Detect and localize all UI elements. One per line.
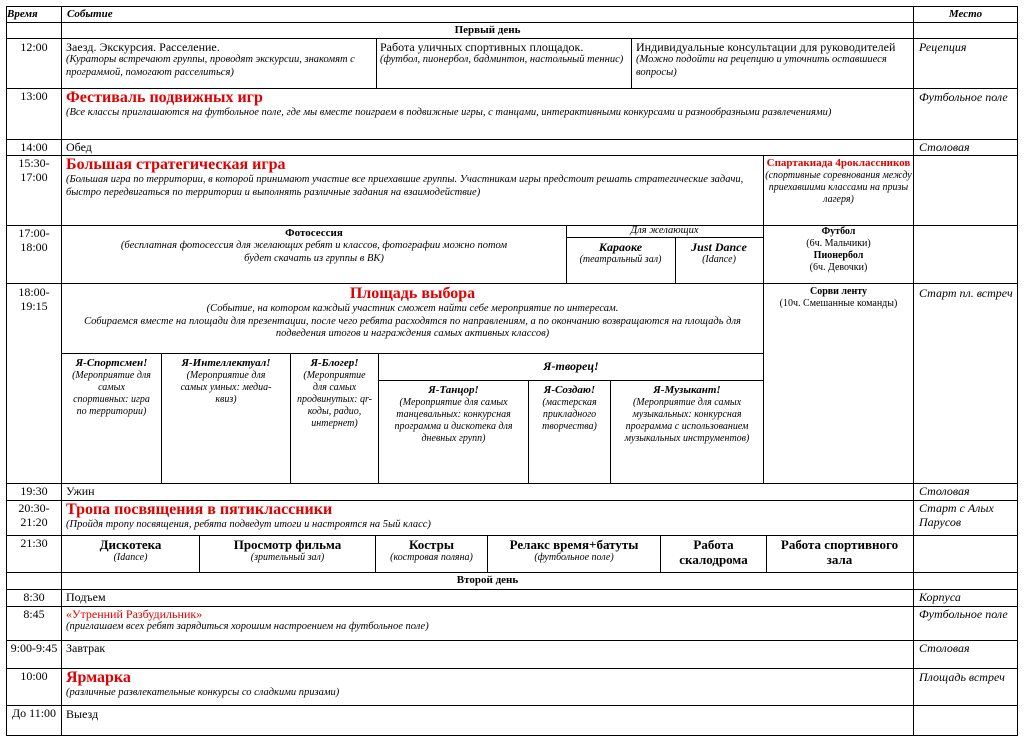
time-21-30: 21:30 bbox=[20, 536, 48, 550]
sport-grounds-desc: (футбол, пионербол, бадминтон, настольный теннис) bbox=[380, 54, 624, 65]
dinner-title: Ужин bbox=[66, 484, 95, 498]
optional-label: Для желающих bbox=[630, 225, 699, 236]
relax-title: Релакс время+батуты bbox=[509, 537, 639, 552]
place-13-00: Футбольное поле bbox=[919, 90, 1008, 104]
place-18-00: Старт пл. встреч bbox=[919, 286, 1013, 300]
ribbon-cell bbox=[765, 286, 912, 310]
creator-title: Я-творец! bbox=[543, 359, 599, 373]
football-cell bbox=[765, 226, 912, 274]
photosession-title: Фотосессия bbox=[285, 227, 343, 239]
sportsman-cell bbox=[62, 357, 161, 418]
choice-square-cell bbox=[64, 285, 761, 341]
just-dance-title: Just Dance bbox=[691, 240, 747, 254]
pioneerball-desc: (6ч. Девочки) bbox=[809, 262, 868, 273]
musician-desc: (Мероприятие для самых музыкальных: конкурсная программа с использованием музыкальных инструментов) bbox=[624, 397, 750, 444]
time-8-30: 8:30 bbox=[23, 590, 45, 604]
header-event: Событие bbox=[67, 8, 113, 20]
day2-heading: Второй день bbox=[456, 574, 519, 586]
spartakiad-desc: (спортивные соревнования между приехавшими классами на призы лагеря) bbox=[765, 170, 912, 205]
time-8-45: 8:45 bbox=[23, 607, 45, 621]
breakfast-title: Завтрак bbox=[66, 641, 106, 655]
bonfire-desc: (костровая поляна) bbox=[390, 552, 473, 563]
place-20-30: Старт с Алых Парусов bbox=[919, 501, 994, 529]
header-time: Время bbox=[7, 8, 38, 20]
time-19-30: 19:30 bbox=[20, 484, 48, 498]
movie-title: Просмотр фильма bbox=[233, 537, 342, 552]
arrival-title: Заезд. Экскурсия. Расселение. bbox=[66, 40, 220, 54]
header-place: Место bbox=[948, 8, 983, 20]
photosession-desc: (бесплатная фотосессия для желающих ребят и классов, фотографии можно потом будет скачать из группы в ВК) bbox=[120, 240, 508, 264]
dancer-title: Я-Танцор! bbox=[428, 384, 479, 396]
time-13-00: 13:00 bbox=[20, 89, 48, 103]
initiation-desc: (Пройдя тропу посвящения, ребята подведут итоги и настроятся на 5ый класс) bbox=[66, 519, 431, 530]
initiation-cell bbox=[66, 501, 910, 532]
time-11-00: До 11:00 bbox=[11, 706, 57, 720]
time-15-30: 15:30-17:00 bbox=[18, 156, 50, 184]
sportsman-desc: (Мероприятие для самых спортивных: игра по территории) bbox=[72, 370, 151, 417]
strategy-game-desc: (Большая игра по территории, в которой принимают участие все приехавшие группы. Участникам игры предстоит решать стратегические задачи, быстро передвигаться по территории и выполнять различные задания на взаимодействие) bbox=[66, 174, 744, 198]
consult-desc: (Можно подойти на рецепцию и уточнить оставшиеся вопросы) bbox=[636, 54, 887, 78]
games-festival-cell bbox=[66, 89, 910, 120]
climbing-title: Работа скалодрома bbox=[679, 537, 748, 567]
spartakiad-cell bbox=[765, 157, 912, 206]
strategy-game-title: Большая стратегическая игра bbox=[66, 156, 286, 173]
fair-cell bbox=[66, 669, 910, 700]
choice-square-desc2: Собираемся вместе на площади для презентации, после чего ребята расходятся по направлениям, а по окончанию возвращаются на площадь для подведения итогов и награждения самых активных классов) bbox=[84, 315, 741, 339]
blogger-cell bbox=[291, 357, 378, 430]
karaoke-desc: (театральный зал) bbox=[579, 254, 662, 265]
bonfire-cell bbox=[376, 537, 487, 564]
ribbon-desc: (10ч. Смешанные команды) bbox=[779, 298, 898, 309]
wakeup-title: Подъем bbox=[66, 590, 106, 604]
sport-grounds-cell bbox=[380, 40, 628, 67]
time-12-00: 12:00 bbox=[20, 40, 48, 54]
gym-title: Работа спортивного зала bbox=[780, 537, 899, 567]
just-dance-cell bbox=[676, 240, 762, 266]
fair-title: Ярмарка bbox=[66, 669, 131, 686]
just-dance-desc: (Idance) bbox=[702, 254, 736, 265]
disco-title: Дискотека bbox=[99, 537, 162, 552]
musician-cell bbox=[611, 384, 763, 445]
bonfire-title: Костры bbox=[409, 537, 454, 552]
time-10-00: 10:00 bbox=[20, 669, 48, 683]
relax-cell bbox=[488, 537, 660, 564]
ribbon-title: Сорви ленту bbox=[809, 286, 868, 297]
time-14-00: 14:00 bbox=[20, 140, 48, 154]
choice-square-title: Площадь выбора bbox=[349, 285, 476, 302]
place-9-00: Столовая bbox=[919, 641, 970, 655]
movie-desc: (зрительный зал) bbox=[250, 552, 325, 563]
intellectual-title: Я-Интеллектуал! bbox=[181, 357, 271, 369]
time-17-00: 17:00-18:00 bbox=[18, 226, 50, 254]
choice-square-desc1: (Событие, на котором каждый участник сможет найти себе мероприятие по интересам. bbox=[206, 303, 619, 314]
blogger-title: Я-Блогер! bbox=[310, 357, 359, 369]
time-18-00: 18:00-19:15 bbox=[18, 285, 50, 313]
karaoke-title: Караоке bbox=[598, 240, 643, 254]
arrival-cell bbox=[66, 40, 372, 79]
time-20-30: 20:30-21:20 bbox=[18, 501, 50, 529]
place-8-45: Футбольное поле bbox=[919, 607, 1008, 621]
time-9-00: 9:00-9:45 bbox=[10, 641, 58, 655]
consult-title: Индивидуальные консультации для руководителей bbox=[636, 40, 896, 54]
place-8-30: Корпуса bbox=[919, 590, 961, 604]
morning-cell bbox=[66, 607, 910, 634]
dancer-desc: (Мероприятие для самых танцевальных: конкурсная программа и дискотека для дневных групп) bbox=[394, 397, 513, 444]
games-festival-desc: (Все классы приглашаются на футбольное поле, где мы вместе поиграем в подвижные игры, с танцами, интерактивными конкурсами и разнообразными развлечениями) bbox=[66, 107, 832, 118]
place-10-00: Площадь встреч bbox=[919, 670, 1005, 684]
sport-grounds-title: Работа уличных спортивных площадок. bbox=[380, 40, 584, 54]
photosession-cell bbox=[64, 227, 564, 265]
disco-cell bbox=[62, 537, 199, 564]
sportsman-title: Я-Спортсмен! bbox=[75, 357, 148, 369]
day1-heading: Первый день bbox=[454, 24, 521, 36]
consult-cell bbox=[636, 40, 910, 79]
maker-desc: (мастерская прикладного творчества) bbox=[542, 397, 597, 432]
morning-desc: (приглашаем всех ребят зарядиться хорошим настроением на футбольное поле) bbox=[66, 621, 429, 632]
musician-title: Я-Музыкант! bbox=[653, 384, 721, 396]
movie-cell bbox=[200, 537, 375, 564]
disco-desc: (Idance) bbox=[113, 552, 148, 563]
fair-desc: (различные развлекательные конкурсы со сладкими призами) bbox=[66, 687, 340, 698]
maker-title: Я-Создаю! bbox=[543, 384, 596, 396]
place-19-30: Столовая bbox=[919, 484, 970, 498]
place-14-00: Столовая bbox=[919, 140, 970, 154]
departure-title: Выезд bbox=[66, 707, 99, 721]
intellectual-cell bbox=[162, 357, 290, 406]
strategy-game-cell bbox=[66, 156, 760, 199]
blogger-desc: (Мероприятие для самых продвинутых: qr-коды, радио, интернет) bbox=[297, 370, 372, 429]
maker-cell bbox=[529, 384, 610, 433]
pioneerball-title: Пионербол bbox=[813, 250, 864, 261]
intellectual-desc: (Мероприятие для самых умных: медиа-квиз) bbox=[180, 370, 272, 405]
dancer-cell bbox=[379, 384, 528, 445]
karaoke-cell bbox=[567, 240, 674, 266]
relax-desc: (футбольное поле) bbox=[534, 552, 614, 563]
spartakiad-title: Спартакиада 4роклассников bbox=[766, 157, 911, 169]
place-12-00: Рецепция bbox=[919, 40, 967, 54]
arrival-desc: (Кураторы встречают группы, проводят экскурсии, знакомят с программой, помогают расселиться) bbox=[66, 54, 355, 78]
initiation-title: Тропа посвящения в пятиклассники bbox=[66, 501, 333, 518]
morning-title: «Утренний Разбудильник» bbox=[66, 607, 203, 621]
football-desc: (6ч. Мальчики) bbox=[806, 238, 871, 249]
lunch-title: Обед bbox=[66, 140, 92, 154]
games-festival-title: Фестиваль подвижных игр bbox=[66, 89, 263, 106]
football-title: Футбол bbox=[821, 226, 856, 237]
